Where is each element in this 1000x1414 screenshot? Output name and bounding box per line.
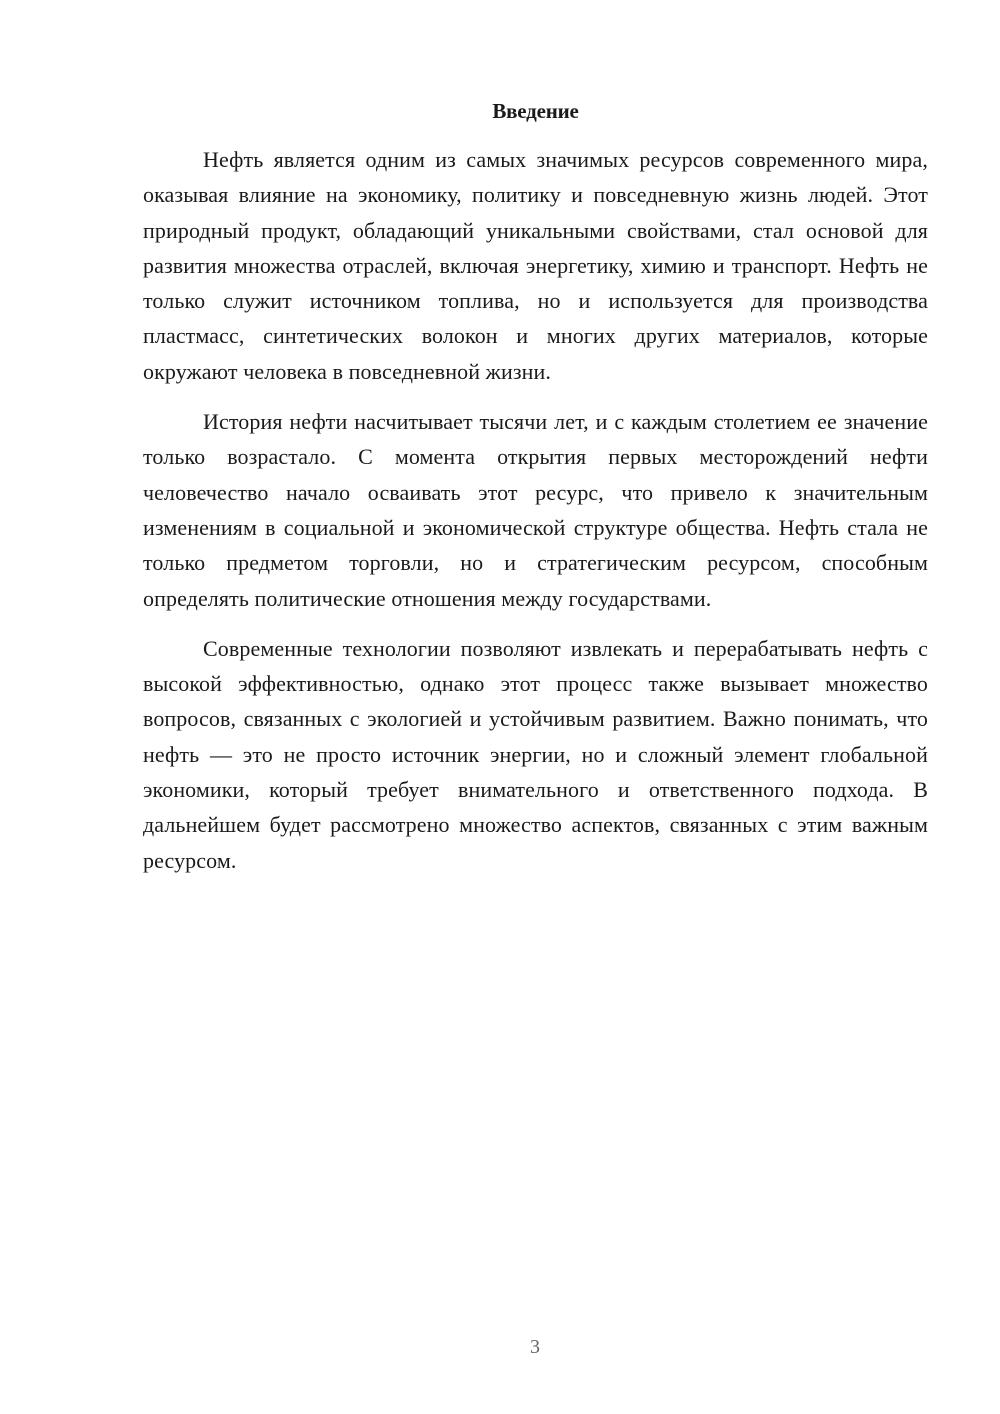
paragraph-2: История нефти насчитывает тысячи лет, и с каждым столетием ее значение только возрастало. С момента открытия первых месторождений нефти человечество начало осваивать этот ресурс, что привело к значительным изменениям в социальной и экономической структуре общества. Нефть стала не только предметом торговли, но и стратегическим ресурсом, способным определять политические отношения между государствами. — [143, 409, 928, 611]
section-title: Введение — [492, 99, 579, 123]
page-content — [143, 96, 928, 893]
paragraph-3: Современные технологии позволяют извлекать и перерабатывать нефть с высокой эффективностью, однако этот процесс также вызывает множество вопросов, связанных с экологией и устойчивым развитием. Важно понимать, что нефть — это не просто источник энергии, но и сложный элемент глобальной экономики, который требует внимательного и ответственного подхода. В дальнейшем будет рассмотрено множество аспектов, связанных с этим важным ресурсом. — [143, 635, 928, 873]
paragraph-1: Нефть является одним из самых значимых ресурсов современного мира, оказывая влияние на экономику, политику и повседневную жизнь людей. Этот природный продукт, обладающий уникальными свойствами, стал основой для развития множества отраслей, включая энергетику, химию и транспорт. Нефть не только служит источником топлива, но и используется для производства пластмасс, синтетических волокон и многих других материалов, которые окружают человека в повседневной жизни. — [143, 147, 928, 384]
page-number: 3 — [530, 1336, 540, 1358]
